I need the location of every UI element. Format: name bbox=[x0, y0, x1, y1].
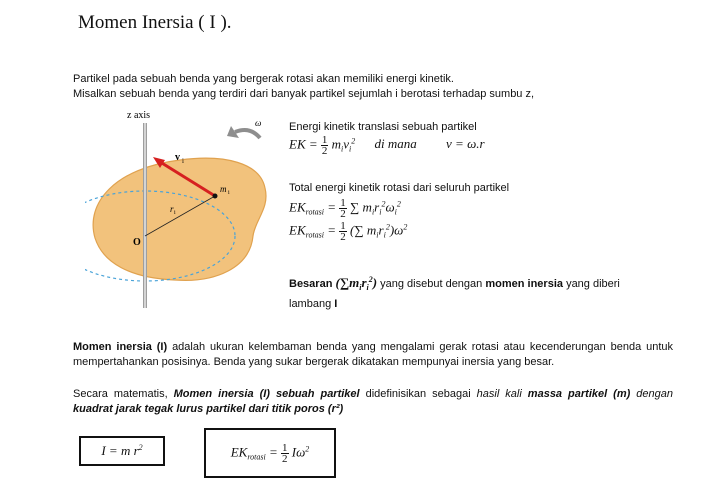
velocity-sub: i bbox=[182, 157, 184, 165]
velocity-label: v bbox=[175, 152, 180, 163]
radius-sub: i bbox=[174, 210, 176, 216]
origin-label: O bbox=[133, 237, 141, 248]
intro-text bbox=[73, 72, 534, 102]
rotational-ke-equation-1: $EK_{rotasi}$ = $\frac{1}{2}$ ∑ $m_ir_i^2\omega_i^2$ bbox=[289, 197, 401, 220]
disk-shape bbox=[93, 158, 266, 280]
mass-sub: i bbox=[228, 190, 230, 196]
rotation-figure bbox=[85, 108, 285, 318]
intro-line-2: Misalkan sebuah benda yang terdiri dari banyak partikel sejumlah i berotasi terhadap sumbu z, bbox=[73, 88, 535, 100]
besaran-text: Besaran $(\sum m_ir_i^2)$ yang disebut dengan momen inersia yang diberi lambang I bbox=[289, 275, 620, 310]
math-definition-paragraph: Secara matematis, Momen inersia (I) sebuah partikel didefinisikan sebagai hasil kali massa partikel (m) dengan kuadrat jarak tegak lurus partikel dari titik poros (r²) bbox=[73, 388, 673, 415]
fraction-half: $\frac{1}{2}$ bbox=[321, 134, 328, 157]
moment-inertia-formula-box: I = m $r^2$ bbox=[79, 436, 165, 466]
page-title: Momen Inersia ( I ). bbox=[78, 12, 232, 33]
radius-label: r bbox=[170, 204, 174, 214]
rotational-ke-equation-2: $EK_{rotasi}$ = $\frac{1}{2}$ (∑ $m_ir_i^2)\omega^2$ bbox=[289, 220, 408, 243]
omega-label: ω bbox=[255, 118, 262, 128]
translational-ke-block bbox=[289, 121, 485, 156]
translational-ke-heading: Energi kinetik translasi sebuah partikel bbox=[289, 121, 477, 133]
rotational-ke-formula-box: $EK_{rotasi}$ = $\frac{1}{2}$ $I\omega^2$ bbox=[204, 428, 336, 478]
rotating-disk-diagram bbox=[85, 108, 285, 318]
z-axis-label: z axis bbox=[127, 110, 151, 121]
rotational-ke-block bbox=[289, 182, 509, 242]
mass-label: m bbox=[220, 184, 227, 194]
intro-line-1: Partikel pada sebuah benda yang bergerak rotasi akan memiliki energi kinetik. bbox=[73, 73, 454, 85]
rotational-ke-heading: Total energi kinetik rotasi dari seluruh partikel bbox=[289, 182, 510, 194]
definition-paragraph: Momen inersia (I) adalah ukuran kelembaman benda yang mengalami gerak rotasi atau kecenderungan benda untuk mempertahankan posisinya. Benda yang sukar bergerak dikatakan mempunyai inersia yang besar. bbox=[73, 341, 673, 368]
omega-rotation-arrow bbox=[235, 130, 260, 138]
particle-mass bbox=[213, 194, 218, 199]
translational-ke-equation: EK = $\frac{1}{2}$ $m_iv_i^2$ di mana v = ω.r bbox=[289, 134, 485, 157]
